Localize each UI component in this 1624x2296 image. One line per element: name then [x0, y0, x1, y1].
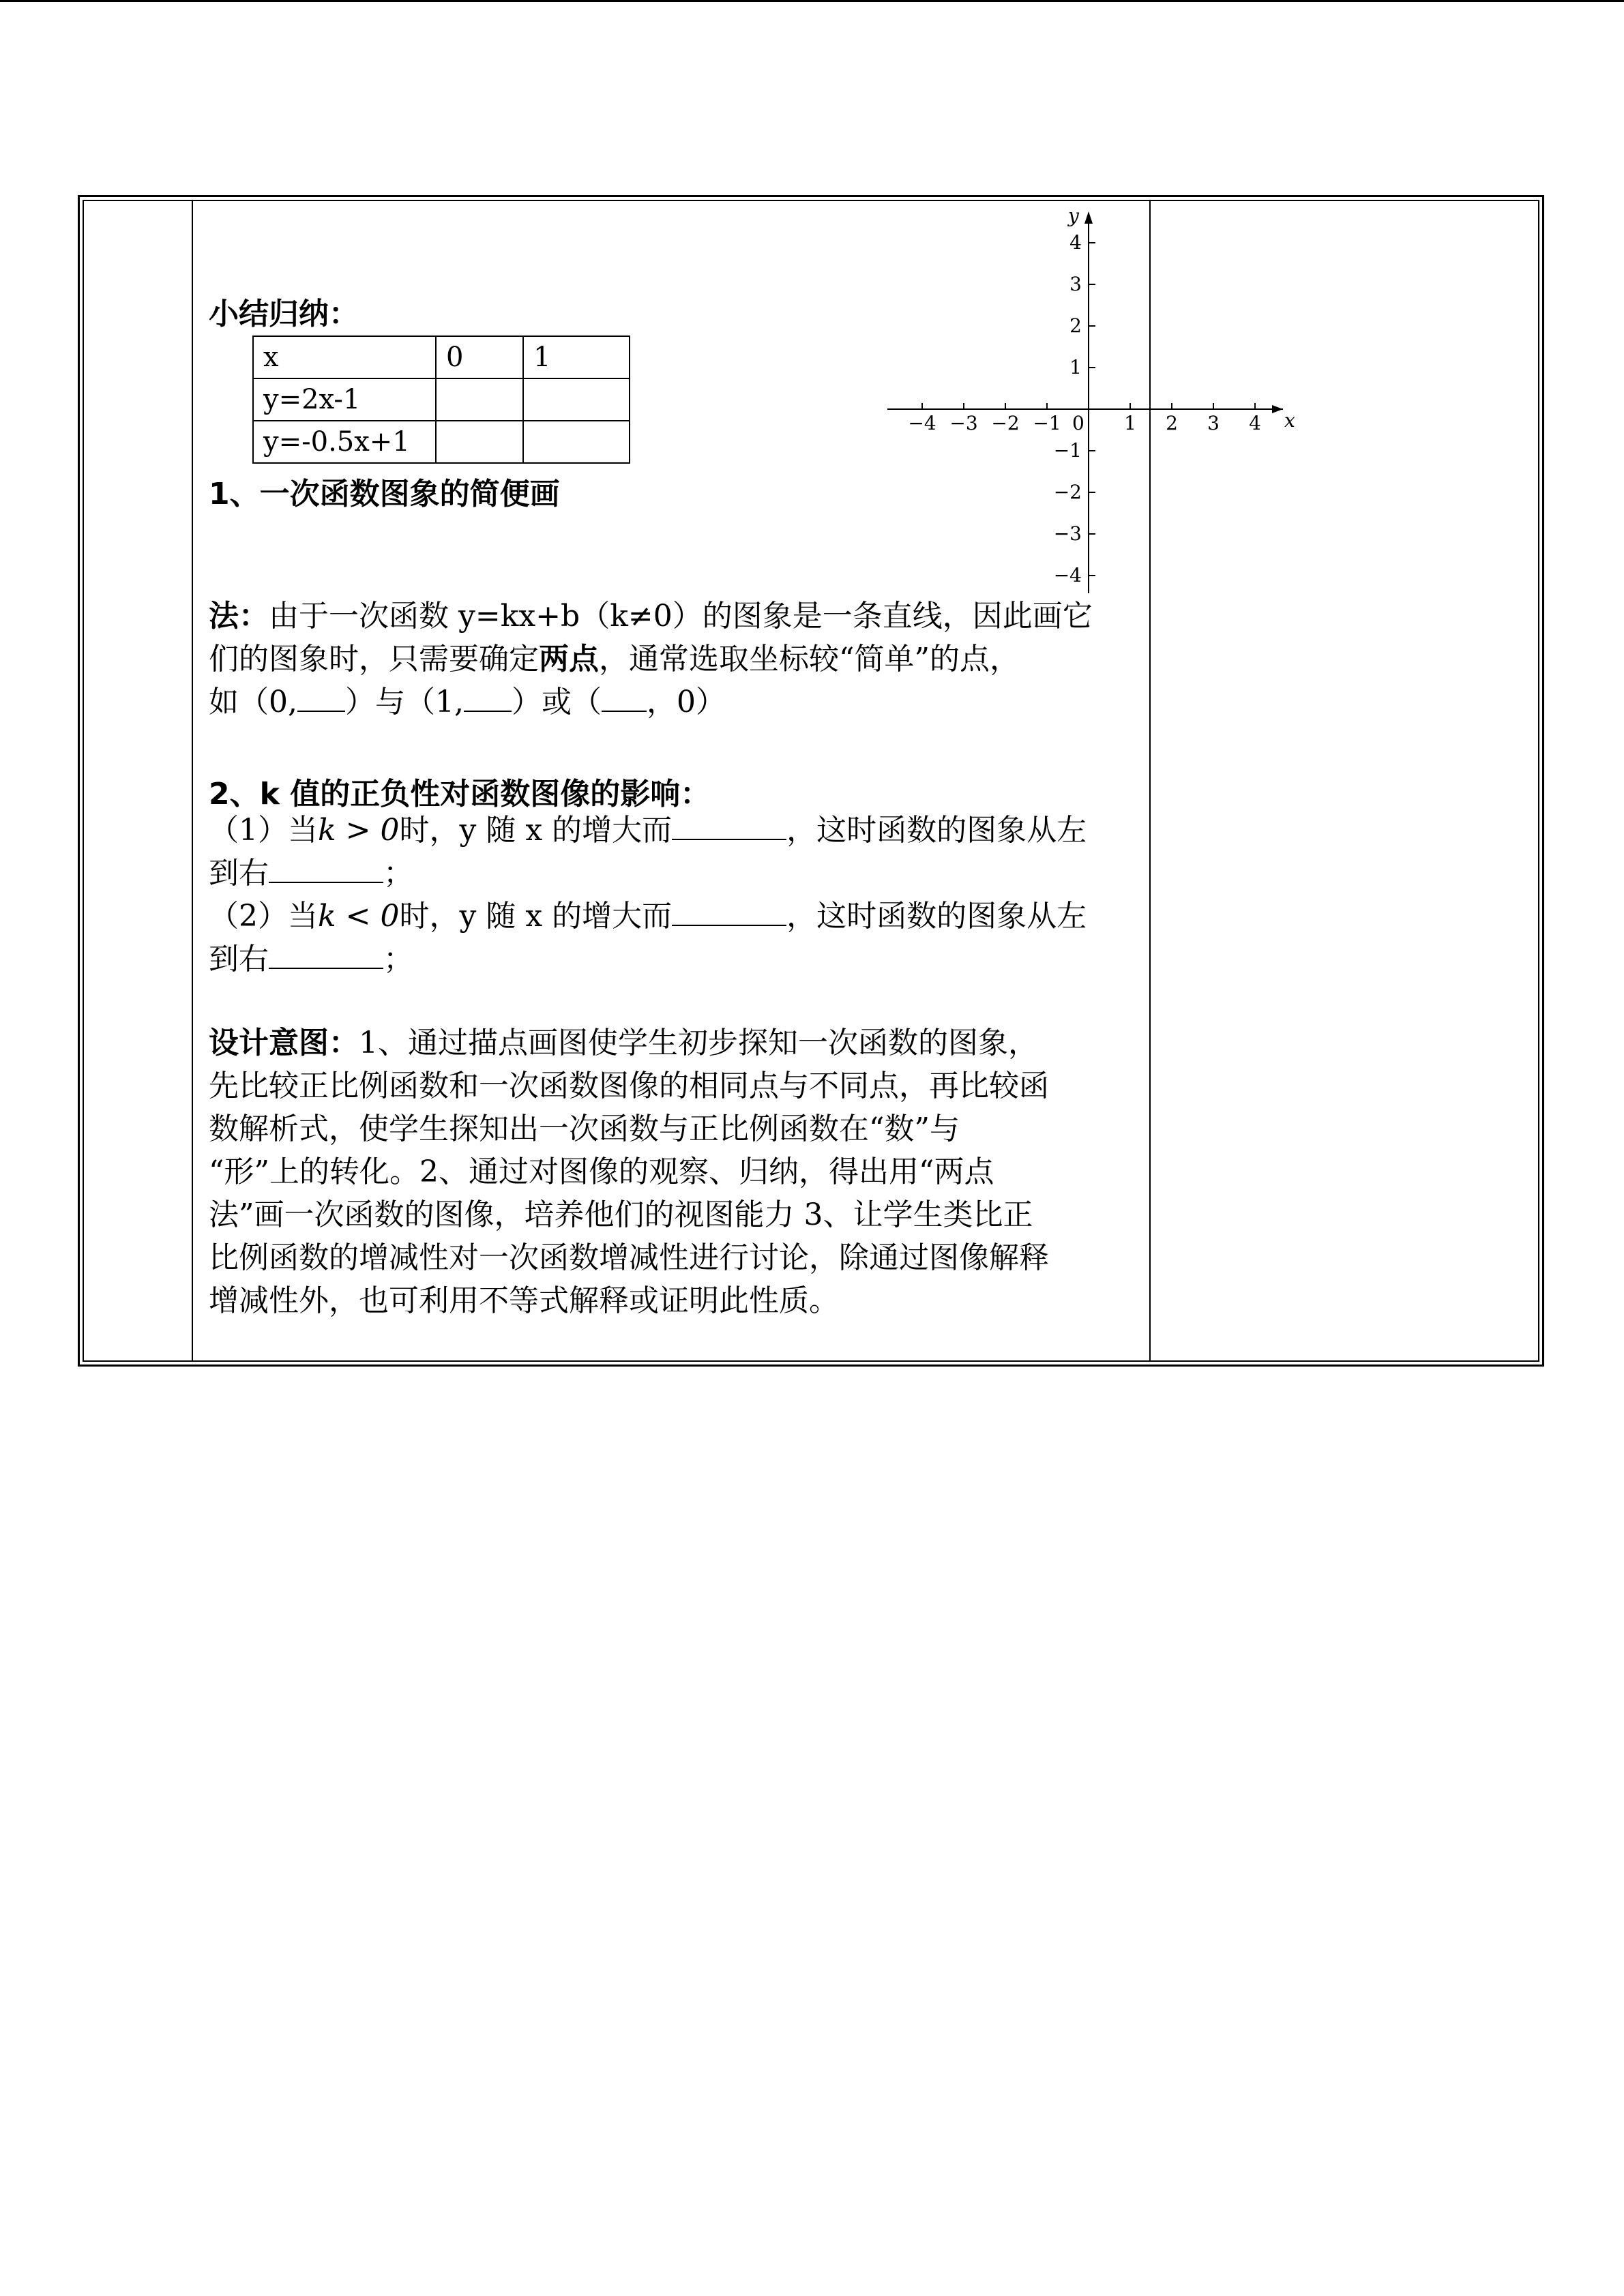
table-cell: y=-0.5x+1	[253, 421, 436, 463]
section1-text-2b: ，通常选取坐标较“简单”的点，	[599, 642, 1020, 676]
design-line-6: 比例函数的增减性对一次函数增减性进行讨论，除通过图像解释	[209, 1240, 1049, 1275]
x-tick-label: 4	[1249, 412, 1261, 434]
lesson-content-cell	[209, 205, 1295, 1357]
section1-two-points: 两点	[539, 642, 599, 676]
coordinate-graph	[668, 205, 1316, 593]
design-line-4: “形”上的转化。2、通过对图像的观察、归纳，得出用“两点	[209, 1154, 994, 1189]
answer-blank	[672, 895, 786, 926]
table-row	[253, 336, 630, 378]
case2-prefix: （2）当	[209, 899, 318, 934]
design-line-7: 增减性外，也可利用不等式解释或证明此性质。	[209, 1283, 839, 1318]
case2-suffix: ，这时函数的图象从左	[786, 899, 1087, 934]
section1-text-3b: ）与（1,	[344, 685, 464, 719]
table-cell	[523, 421, 630, 463]
x-tick-label: 2	[1166, 412, 1178, 434]
column-divider-left	[192, 200, 193, 1362]
section2-case1-line1	[209, 809, 1087, 852]
table-cell	[436, 378, 523, 421]
case1-suffix: ，这时函数的图象从左	[786, 813, 1087, 848]
y-tick-label: 1	[1069, 356, 1082, 378]
table-row	[253, 421, 630, 463]
x-tick-label: 1	[1124, 412, 1136, 434]
answer-blank	[269, 852, 383, 883]
case1-condition: k > 0	[318, 813, 400, 848]
section2-case1-line2	[209, 852, 413, 895]
section1-text-1: 由于一次函数 y=kx+b（k≠0）的图象是一条直线，因此画它	[269, 599, 1093, 633]
case2-line2-text: 到右	[209, 942, 269, 976]
case1-line2-text: 到右	[209, 856, 269, 891]
origin-label: 0	[1072, 412, 1084, 434]
table-row	[253, 378, 630, 421]
section1-text-3c: ）或（	[511, 685, 602, 719]
section1-lead: 法：	[209, 599, 269, 633]
x-tick-label: −3	[949, 412, 978, 434]
answer-blank	[464, 681, 512, 712]
design-line-2: 先比较正比例函数和一次函数图像的相同点与不同点，再比较函	[209, 1069, 1049, 1103]
answer-blank	[269, 938, 383, 969]
x-tick-label: −2	[991, 412, 1020, 434]
y-tick-label: 4	[1069, 231, 1082, 254]
case1-middle: 时，y 随 x 的增大而	[399, 813, 673, 848]
y-tick-label: 3	[1069, 273, 1082, 295]
summary-heading: 小结归纳：	[209, 297, 359, 331]
x-axis-arrow	[1272, 405, 1283, 413]
section2-title: 2、k 值的正负性对函数图像的影响：	[209, 777, 711, 811]
y-axis-label: y	[1068, 205, 1079, 227]
table-cell: 1	[523, 336, 630, 378]
case2-middle: 时，y 随 x 的增大而	[399, 899, 673, 934]
case2-end: ；	[383, 942, 413, 976]
design-text: 1、通过描点画图使学生初步探知一次函数的图象，	[359, 1026, 1038, 1060]
section1-text-3d: ，0）	[646, 685, 726, 719]
section1-line2	[209, 638, 1020, 681]
table-cell: y=2x-1	[253, 378, 436, 421]
section1-line1	[209, 595, 1093, 638]
answer-blank	[672, 809, 786, 840]
section2-case2-line1	[209, 895, 1087, 938]
section2-case2-line2	[209, 938, 413, 981]
section1-line3	[209, 681, 726, 724]
design-line-5: 法”画一次函数的图像，培养他们的视图能力 3、让学生类比正	[209, 1197, 1033, 1232]
value-table	[252, 336, 630, 464]
y-axis-arrow	[1084, 211, 1093, 224]
design-line-1	[209, 1022, 1038, 1064]
case1-prefix: （1）当	[209, 813, 318, 848]
section1-text-3a: 如（0,	[209, 685, 297, 719]
x-tick-label: −4	[908, 412, 936, 434]
design-line-3: 数解析式，使学生探知出一次函数与正比例函数在“数”与	[209, 1112, 960, 1146]
y-tick-label: 2	[1069, 314, 1082, 337]
table-cell	[523, 378, 630, 421]
y-tick-label: −1	[1053, 439, 1082, 462]
table-cell: 0	[436, 336, 523, 378]
case1-end: ；	[383, 856, 413, 891]
answer-blank	[602, 681, 647, 712]
graph-axes	[887, 205, 1295, 593]
x-tick-label: −1	[1033, 412, 1061, 434]
x-tick-label: 3	[1207, 412, 1220, 434]
y-tick-label: −3	[1053, 522, 1082, 545]
y-tick-label: −4	[1053, 564, 1082, 586]
x-axis-label: x	[1284, 409, 1295, 432]
design-label: 设计意图：	[209, 1026, 359, 1060]
case2-condition: k < 0	[318, 899, 400, 934]
table-cell: x	[253, 336, 436, 378]
section1-title: 1、一次函数图象的简便画	[209, 477, 560, 511]
section1-text-2a: 们的图象时，只需要确定	[209, 642, 539, 676]
answer-blank	[297, 681, 345, 712]
y-tick-label: −2	[1053, 481, 1082, 503]
page-top-rule	[0, 0, 1624, 2]
table-cell	[436, 421, 523, 463]
